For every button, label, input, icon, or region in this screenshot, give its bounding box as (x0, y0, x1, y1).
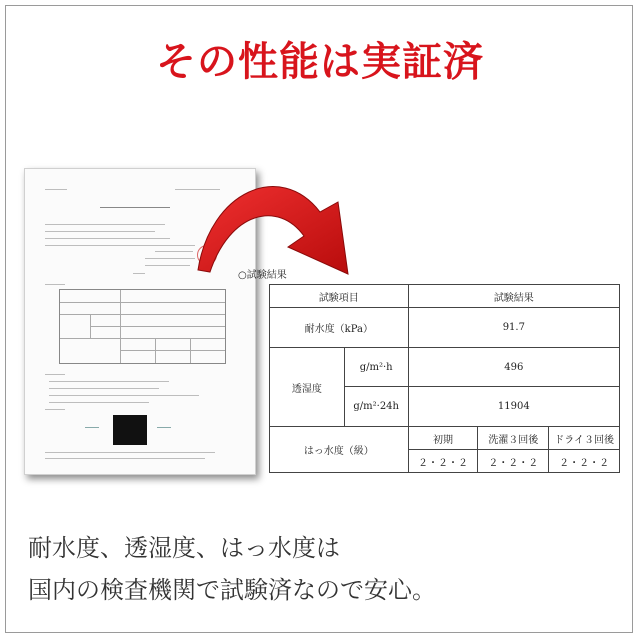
water-resistance-label: 耐水度（kPa） (270, 308, 409, 348)
water-resistance-value: 91.7 (408, 308, 619, 348)
val-wash3: ２・２・２ (478, 450, 549, 473)
header-result: 試験結果 (408, 285, 619, 308)
header-item: 試験項目 (270, 285, 409, 308)
caption-line-2: 国内の検査機関で試験済なので安心。 (28, 576, 436, 604)
water-repellency-label: はっ水度（級） (270, 427, 409, 473)
test-results-table (269, 284, 620, 473)
caption-line-1: 耐水度、透湿度、はっ水度は (28, 534, 340, 562)
breathability-value-hourly: 496 (408, 348, 619, 387)
val-initial: ２・２・２ (408, 450, 478, 473)
results-title: ○試験結果 (238, 270, 287, 281)
col-dry3: ドライ３回後 (549, 427, 620, 450)
redacted-block (113, 415, 147, 445)
col-wash3: 洗濯３回後 (478, 427, 549, 450)
breathability-label: 透湿度 (270, 348, 345, 427)
val-dry3: ２・２・２ (549, 450, 620, 473)
breathability-unit-daily: g/m²·24h (344, 387, 408, 427)
breathability-value-daily: 11904 (408, 387, 619, 427)
curved-arrow-icon (170, 152, 380, 282)
breathability-unit-hourly: g/m²·h (344, 348, 408, 387)
headline: その性能は実証済 (156, 39, 484, 85)
col-initial: 初期 (408, 427, 478, 450)
certificate-table-thumbnail (59, 289, 226, 364)
